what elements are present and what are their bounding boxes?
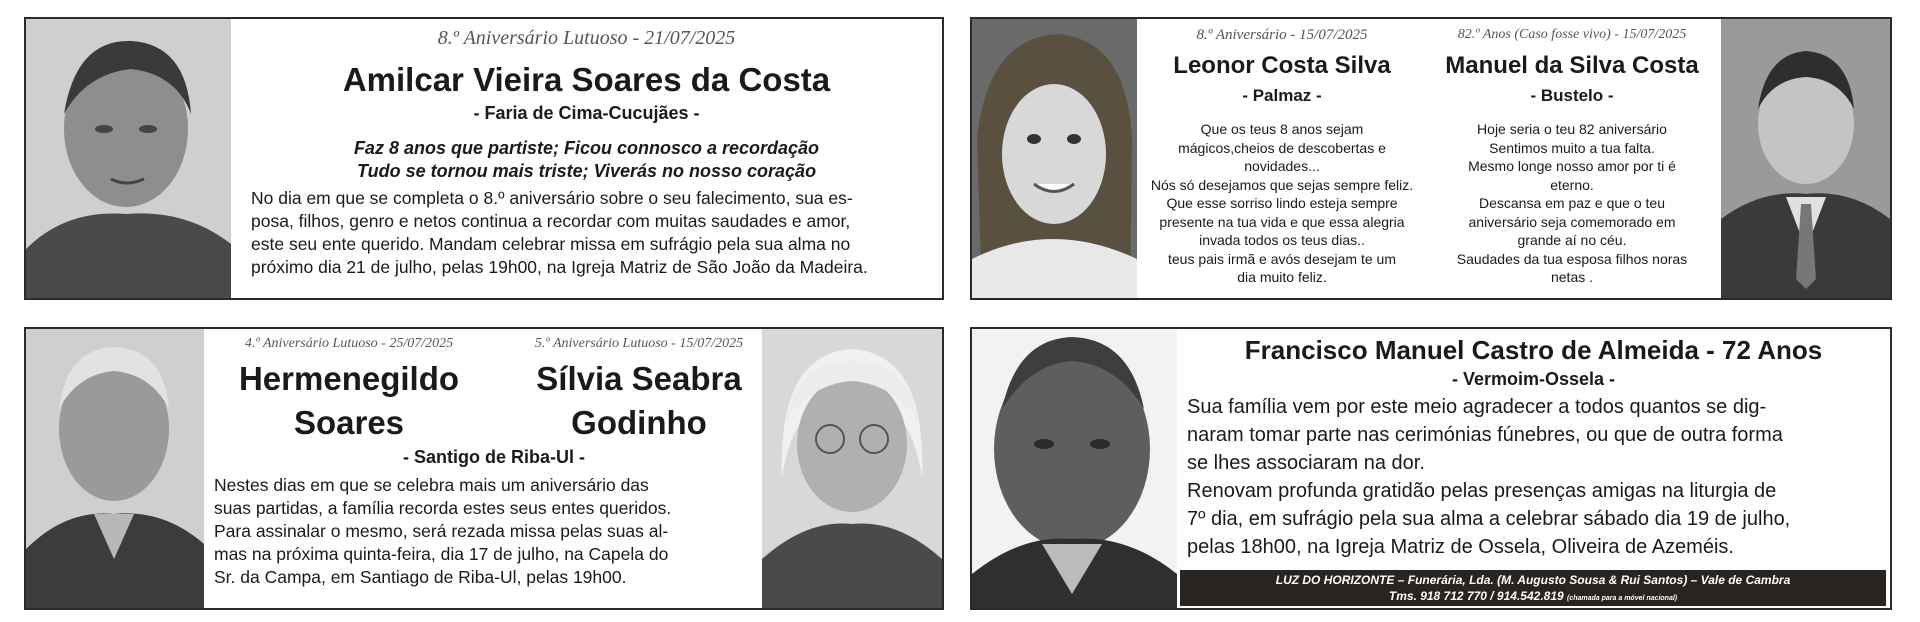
body-line: posa, filhos, genro e netos continua a recordar com muitas saudades e amor, bbox=[251, 211, 851, 231]
verse-line-2: Tudo se tornou mais triste; Viverás no nosso coração bbox=[356, 161, 817, 181]
body-line: pelas 18h00, na Igreja Matriz de Ossela, Oliveira de Azeméis. bbox=[1187, 536, 1734, 558]
name-manuel: Manuel da Silva Costa bbox=[1445, 52, 1699, 79]
name-silvia bbox=[494, 357, 784, 445]
card-francisco bbox=[970, 327, 1892, 610]
portrait-photo-leonor bbox=[972, 19, 1137, 298]
place-riba-ul: - Santigo de Riba-Ul - bbox=[403, 447, 585, 467]
name-line: Sílvia Seabra bbox=[536, 360, 742, 397]
portrait-photo-silvia bbox=[762, 329, 942, 608]
funeral-home-name: LUZ DO HORIZONTE – Funerária, Lda. (M. Augusto Sousa & Rui Santos) – Vale de Cambra bbox=[1275, 573, 1791, 587]
deceased-place: - Vermoim-Ossela - bbox=[1451, 369, 1616, 389]
anniversary-date-silvia: 5.º Aniversário Lutuoso - 15/07/2025 bbox=[534, 336, 744, 351]
portrait-photo-hermenegildo bbox=[26, 329, 204, 608]
text-line: Mesmo longe nosso amor por ti é bbox=[1468, 158, 1676, 174]
body-line: No dia em que se completa o 8.º aniversário sobre o seu falecimento, sua es- bbox=[251, 188, 853, 208]
body-line: suas partidas, a família recorda estes seus entes queridos. bbox=[214, 498, 672, 518]
text-line: aniversário seja comemorado em bbox=[1468, 213, 1676, 230]
text-line: invada todos os teus dias.. bbox=[1199, 232, 1365, 248]
text-line: grande aí no céu. bbox=[1517, 232, 1627, 248]
name-line: Soares bbox=[293, 404, 405, 441]
text-line: presente na tua vida e que essa alegria bbox=[1159, 213, 1405, 230]
text-line: teus pais irmã e avós desejam te um bbox=[1168, 250, 1396, 267]
portrait-photo-manuel bbox=[1721, 19, 1890, 298]
anniversary-date-leonor: 8.º Aniversário - 15/07/2025 bbox=[1196, 27, 1368, 43]
text-line: Saudades da tua esposa filhos noras bbox=[1456, 250, 1688, 267]
card-amilcar bbox=[24, 17, 944, 300]
body-line: Sr. da Campa, em Santiago de Riba-Ul, pelas 19h00. bbox=[214, 567, 627, 587]
message-body bbox=[1187, 393, 1887, 561]
text-line: Descansa em paz e que o teu bbox=[1478, 195, 1665, 211]
message-body bbox=[251, 187, 931, 279]
name-line: Godinho bbox=[571, 404, 707, 441]
card-hermenegildo-silvia bbox=[24, 327, 944, 610]
card-leonor-manuel bbox=[970, 17, 1892, 300]
verse-line-1: Faz 8 anos que partiste; Ficou connosco a recordação bbox=[353, 138, 820, 158]
text-line: novidades... bbox=[1244, 158, 1320, 174]
portrait-photo-francisco bbox=[972, 329, 1177, 608]
name-line: Hermenegildo bbox=[238, 360, 460, 397]
text-line: Sentimos muito a tua falta. bbox=[1489, 139, 1655, 156]
portrait-photo bbox=[26, 19, 231, 298]
anniversary-date-hermenegildo: 4.º Aniversário Lutuoso - 25/07/2025 bbox=[244, 336, 454, 351]
text-line: Que os teus 8 anos sejam bbox=[1200, 121, 1364, 137]
body-line: naram tomar parte nas cerimónias fúnebres, ou que de outra forma bbox=[1187, 424, 1783, 446]
body-line: próximo dia 21 de julho, pelas 19h00, na Igreja Matriz de São João da Madeira. bbox=[251, 257, 868, 277]
body-line: Renovam profunda gratidão pelas presenças amigas na liturgia de bbox=[1187, 480, 1777, 502]
deceased-place: - Faria de Cima-Cucujães - bbox=[473, 103, 700, 123]
deceased-name: Francisco Manuel Castro de Almeida - 72 Anos bbox=[1244, 335, 1823, 365]
text-line: Nós só desejamos que sejas sempre feliz. bbox=[1150, 176, 1414, 193]
message-body bbox=[214, 474, 774, 589]
text-line: dia muito feliz. bbox=[1237, 269, 1327, 285]
name-hermenegildo bbox=[204, 357, 494, 445]
body-line: Para assinalar o mesmo, será rezada missa pelas suas al- bbox=[214, 521, 669, 541]
body-line: Nestes dias em que se celebra mais um aniversário das bbox=[214, 475, 649, 495]
funeral-home-phone: Tms. 918 712 770 / 914.542.819 bbox=[1388, 589, 1564, 603]
funeral-home-phone-row bbox=[1180, 588, 1886, 607]
funeral-home-footer bbox=[1180, 570, 1886, 606]
place-leonor: - Palmaz - bbox=[1242, 86, 1322, 105]
deceased-name: Amilcar Vieira Soares da Costa bbox=[342, 61, 831, 98]
text-line: Hoje seria o teu 82 aniversário bbox=[1477, 121, 1667, 137]
place-manuel: - Bustelo - bbox=[1530, 86, 1614, 105]
anniversary-date: 8.º Aniversário Lutuoso - 21/07/2025 bbox=[437, 27, 736, 49]
body-line: mas na próxima quinta-feira, dia 17 de julho, na Capela do bbox=[214, 544, 669, 564]
name-leonor: Leonor Costa Silva bbox=[1173, 52, 1391, 79]
anniversary-date-manuel: 82.º Anos (Caso fosse vivo) - 15/07/2025 bbox=[1457, 27, 1687, 42]
text-line: netas . bbox=[1550, 269, 1594, 285]
funeral-home-phone-note: (chamada para a móvel nacional) bbox=[1567, 595, 1678, 602]
body-line: se lhes associaram na dor. bbox=[1187, 452, 1425, 474]
body-line: Sua família vem por este meio agradecer a todos quantos se dig- bbox=[1187, 396, 1767, 418]
body-line: este seu ente querido. Mandam celebrar missa em sufrágio pela sua alma no bbox=[251, 234, 851, 254]
message-manuel bbox=[1427, 120, 1717, 287]
body-line: 7º dia, em sufrágio pela sua alma a celebrar sábado dia 19 de julho, bbox=[1187, 508, 1791, 530]
text-line: mágicos,cheios de descobertas e bbox=[1178, 139, 1386, 156]
verse bbox=[231, 137, 942, 183]
text-line: eterno. bbox=[1550, 176, 1594, 193]
message-leonor bbox=[1137, 120, 1427, 287]
text-line: Que esse sorriso lindo esteja sempre bbox=[1166, 195, 1398, 211]
